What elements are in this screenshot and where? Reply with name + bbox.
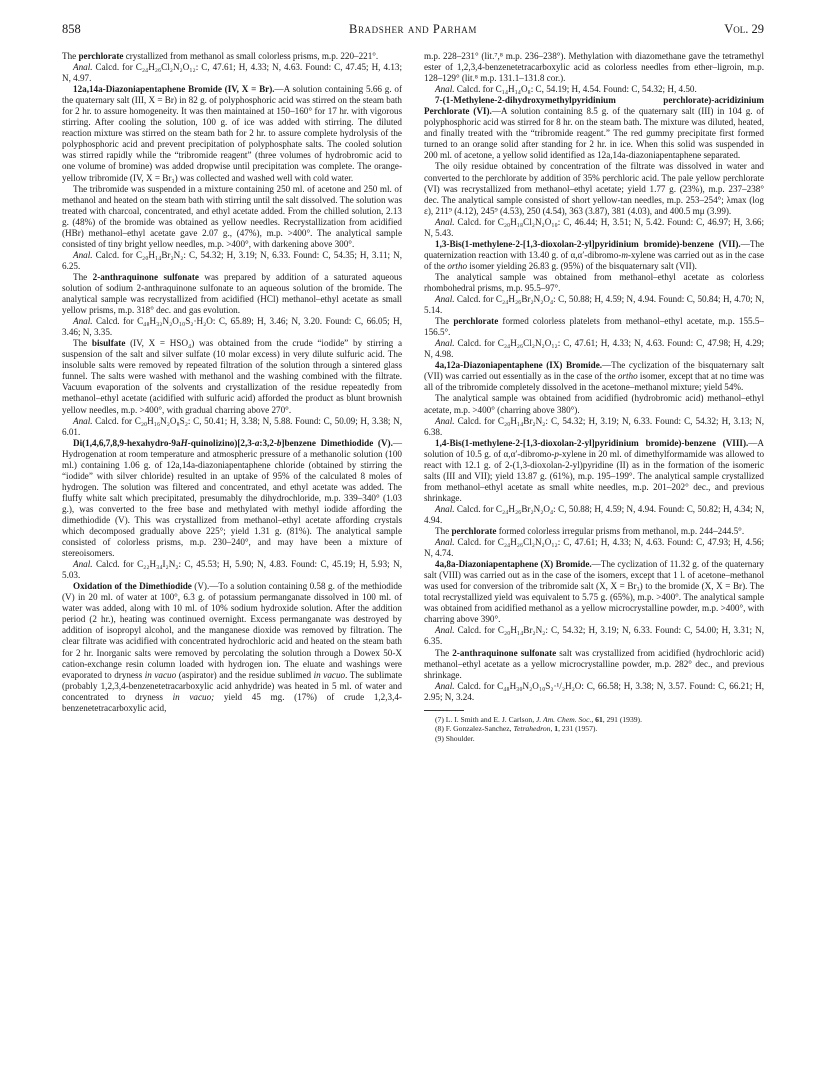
italic-run: Anal. bbox=[435, 503, 455, 514]
text-run: —A solution of 10.5 g. of α,α′-dibromo- bbox=[424, 437, 764, 459]
footnote-rule bbox=[424, 710, 464, 711]
bold-run: perchlorate bbox=[453, 316, 499, 327]
paragraph bbox=[424, 648, 764, 681]
text-run: , 291 (1939). bbox=[602, 714, 642, 724]
footnote bbox=[424, 715, 764, 725]
paragraph bbox=[62, 272, 402, 316]
italic-run: Anal. bbox=[435, 294, 455, 305]
paragraph bbox=[424, 537, 764, 559]
paragraph bbox=[424, 559, 764, 625]
text-run: The bbox=[435, 316, 454, 327]
footnote bbox=[424, 724, 764, 734]
paragraph bbox=[62, 316, 402, 338]
paragraph bbox=[424, 51, 764, 84]
bold-run: 7-(1-Methylene-2-dihydroxymethylpyridinium perchlorate)-acridizinium Perchlorate (VI). bbox=[424, 95, 764, 117]
text-run: , bbox=[591, 714, 596, 724]
bold-run: bisulfate bbox=[91, 338, 126, 349]
text-run: -xylene was carried out as in the case of the bbox=[424, 249, 764, 271]
text-run: (V).—To a solution containing 0.58 g. of the methiodide (V) in 20 ml. of water at 100°, 6.3 g. of potassium permanganate dissolved in 100 ml. of water was added, along with 10 ml. of 10% sodium hydroxide solution. After the addition period (2 hr.), heating was continued overnight. Excess permanganate was destroyed by addition of isopropyl alcohol, and the manganese dioxide was removed by filtration. The clear filtrate was acidified with concentrated hydrochloric acid and heated on the steam bath for 2 hr. Inorganic salts were removed by percolating the solution through a Dowex 50-X cation-exchange resin column loaded with hydrogen ion. The eluate and washings were evaporated to dryness bbox=[62, 581, 402, 680]
paragraph bbox=[424, 338, 764, 360]
paragraph bbox=[424, 272, 764, 294]
paragraph bbox=[424, 681, 764, 703]
text-run: (8) F. Gonzalez-Sanchez, bbox=[435, 724, 514, 734]
text-run: Calcd. for C₂₂H₃₄I₂N₂: C, 45.53; H, 5.90; N, 4.83. Found: C, 45.19; H, 5.93; N, 5.03. bbox=[62, 559, 402, 581]
paragraph bbox=[424, 316, 764, 338]
paragraph bbox=[424, 95, 764, 161]
text-run: isomer yielding 26.83 g. (95%) of the bisquaternary salt (VII). bbox=[467, 260, 697, 271]
text-run: (9) Shoulder. bbox=[435, 733, 475, 743]
italic-run: Anal. bbox=[73, 62, 93, 73]
text-run: salt was crystallized from acidified (hydrochloric acid) methanol–ethyl acetate as a yellow microcrystalline powder, m.p. 282° dec., and previous shrinkage. bbox=[424, 647, 764, 680]
text-run: , bbox=[550, 724, 555, 734]
paragraph bbox=[424, 360, 764, 393]
footnote bbox=[424, 734, 764, 744]
paragraph bbox=[62, 559, 402, 581]
running-head bbox=[62, 22, 764, 40]
italic-run: ortho bbox=[447, 260, 468, 271]
text-run: The bbox=[73, 338, 92, 349]
text-run: Calcd. for C₂₀H₁₄Br₂N₂: C, 54.32; H, 3.19; N, 6.33. Found: C, 54.35; H, 3.11; N, 6.25. bbox=[62, 249, 402, 271]
bold-run: perchlorate bbox=[78, 51, 124, 61]
paragraph bbox=[62, 51, 402, 62]
italic-run: in vacuo bbox=[313, 669, 346, 680]
text-run: Calcd. for C₂₀H₁₆N₂O₈S₂: C, 50.41; H, 3.38; N, 5.88. Found: C, 50.09; H, 3.38; N, 6.01. bbox=[62, 415, 402, 437]
paragraph bbox=[62, 581, 402, 714]
text-run: The analytical sample was obtained from acidified (hydrobromic acid) methanol–ethyl acetate, m.p. >400° (charring above 380°). bbox=[424, 393, 764, 415]
paragraph bbox=[424, 84, 764, 95]
text-run: was prepared by addition of a saturated aqueous solution of sodium 2-anthraquinone sulfonate to an aqueous solution of the bromide. The analytical sample was recrystallized from acidified (HCl) methanol–ethyl acetate as small yellow prisms, m.p. 318° dec. and gas evolution. bbox=[62, 271, 402, 316]
italic-run: m bbox=[621, 249, 628, 260]
text-run: The analytical sample was obtained from methanol–ethyl acetate as colorless rhombohedral prisms, m.p. 95.5–97°. bbox=[424, 271, 764, 293]
paragraph bbox=[424, 239, 764, 272]
bold-run: 4a,8a-Diazoniapentaphene (X) Bromide. bbox=[435, 559, 592, 570]
bold-run: 1 bbox=[554, 724, 559, 734]
paragraph bbox=[62, 62, 402, 84]
text-run: —The cyclization of the bisquaternary salt (VII) was carried out essentially as in the case of the bbox=[424, 360, 764, 382]
text-run: (7) L. I. Smith and E. J. Carlson, bbox=[435, 714, 537, 724]
paragraph bbox=[62, 416, 402, 438]
text-run: . The sublimate (probably 1,2,3,4-benzenetetracarboxylic acid anhydride) was heated in 5 ml. of water and concentrated to dryness bbox=[62, 669, 402, 702]
text-run: Calcd. for C₂₀H₁₄Br₂N₂: C, 54.32; H, 3.19; N, 6.33. Found: C, 54.00; H, 3.31; N, 6.35. bbox=[424, 625, 764, 647]
text-run: Calcd. for C₂₄H₂₆Br₂N₂O₄: C, 50.88; H, 4.59; N, 4.94. Found: C, 50.84; H, 4.70; N, 5.14. bbox=[424, 294, 764, 316]
italic-run: in vacuo; bbox=[172, 691, 215, 702]
paragraph bbox=[424, 438, 764, 504]
text-run: Calcd. for C₂₄H₂₆Cl₂N₂O₁₂: C, 47.61; H, 4.33; N, 4.63. Found: C, 47.93; H, 4.56; N, 4.74. bbox=[424, 537, 764, 559]
running-head-authors: Bradsher and Parham bbox=[349, 22, 477, 36]
italic-run: Anal. bbox=[435, 415, 455, 426]
text-run: The bbox=[73, 271, 93, 282]
bold-run: 4a,12a-Diazoniapentaphene (IX) Bromide. bbox=[435, 360, 603, 371]
text-run: , 231 (1957). bbox=[558, 724, 598, 734]
paragraph bbox=[424, 526, 764, 537]
italic-run: Anal. bbox=[73, 249, 93, 260]
text-run: The bbox=[62, 51, 79, 61]
text-run: Calcd. for C₄₈H₃₀N₂O₁₀S₂·¹/₂H₂O: C, 66.58; H, 3.38; N, 3.57. Found: C, 66.21; H, 2.95; N, 3.24. bbox=[424, 680, 764, 702]
paragraph bbox=[424, 161, 764, 216]
bold-run: 2-anthraquinone sulfonate bbox=[452, 647, 557, 658]
paragraph bbox=[62, 84, 402, 183]
paragraph bbox=[424, 294, 764, 316]
paragraph bbox=[424, 504, 764, 526]
paragraph bbox=[62, 184, 402, 250]
bold-run: b bbox=[276, 437, 282, 448]
text-run: m.p. 228–231° (lit.⁷,⁸ m.p. 236–238°). Methylation with diazomethane gave the tetramethyl ester of 1,2,3,4-benzenetetracarboxylic acid as colorless needles from ether–ligroin, m.p. 128–129° (lit.⁸ m.p. 131.1–131.8 cor.). bbox=[424, 51, 764, 84]
text-run: —A solution containing 5.66 g. of the quaternary salt (III, X = Br) in 82 g. of polyphosphoric acid was stirred on the steam bath for 2 hr. to assure homogeneity. It was then maintained at 150–160° for 17 hr. with vigorous stirring. After cooling the solution, 100 g. of ice was added with stirring. The diluted reaction mixture was stirred on the steam bath for 2 hr. to assure complete hydrolysis of the polyphosphoric acid and prevent precipitation of polyphosphate salts. The cooled solution was stirred rapidly while the “tribromide reagent” (three volumes of hydrobromic acid to one volume of bromine) was added dropwise until precipitation was complete. The orange-yellow tribromide (IV, X = Br₃) was collected and washed well with cold water. bbox=[62, 84, 402, 183]
bold-run: Oxidation of the Dimethiodide bbox=[73, 581, 192, 592]
text-run: Calcd. for C₁₄H₁₄O₈: C, 54.19; H, 4.54. Found: C, 54.32; H, 4.50. bbox=[454, 84, 697, 95]
text-run: isomer, except that at no time was all of the tribromide completely dissolved in the acetone–methanol mixture; yield 54%. bbox=[424, 371, 764, 393]
bold-run: 2-anthraquinone sulfonate bbox=[92, 271, 199, 282]
bold-run: -quinolizino)[2,3- bbox=[187, 437, 255, 448]
page-number: 858 bbox=[62, 22, 81, 36]
text-run: formed colorless platelets from methanol–ethyl acetate, m.p. 155.5–156.5°. bbox=[424, 316, 764, 338]
text-run: —A solution containing 8.5 g. of the quaternary salt (III) in 104 g. of polyphosphoric acid was stirred for 8 hr. on the steam bath. The mixture was diluted, heated, and finally treated with the “tribromide reagent.” The red gummy precipitate first formed turned to an orange solid after standing for 2 hr. in ice. When this solid was suspended in 200 ml. of acetone, a yellow solid identified as 12a,14a-diazoniapentaphene separated. bbox=[424, 106, 764, 161]
bold-run: 1,4-Bis(1-methylene-2-[1,3-dioxolan-2-yl]pyridinium bromide)-benzene (VIII). bbox=[435, 437, 749, 448]
italic-run: Anal. bbox=[435, 84, 455, 95]
italic-run: Anal. bbox=[435, 625, 455, 636]
bold-run: 12a,14a-Diazoniapentaphene Bromide (IV, X = Br). bbox=[73, 84, 275, 95]
bold-run: 1,3-Bis(1-methylene-2-[1,3-dioxolan-2-yl]pyridinium bromide)-benzene (VII). bbox=[435, 238, 741, 249]
text-run: The bbox=[435, 647, 453, 658]
italic-run: Anal. bbox=[73, 559, 93, 570]
text-run: Calcd. for C₄₈H₃₂N₂O₁₀S₂·H₂O: C, 65.89; H, 3.46; N, 3.20. Found: C, 66.05; H, 3.46; N, 3.35. bbox=[62, 316, 402, 338]
right-column bbox=[424, 51, 764, 744]
text-run: yield 45 mg. (17%) of crude 1,2,3,4-benzenetetracarboxylic acid, bbox=[62, 691, 402, 713]
italic-run: ortho bbox=[617, 371, 638, 382]
italic-run: Anal. bbox=[435, 338, 455, 349]
italic-run: Anal. bbox=[435, 680, 455, 691]
italic-run: Anal. bbox=[73, 415, 93, 426]
italic-run: Tetrahedron bbox=[513, 724, 551, 734]
italic-run: in vacuo bbox=[144, 669, 177, 680]
footnotes bbox=[424, 715, 764, 744]
italic-run: Anal. bbox=[435, 216, 455, 227]
italic-run: J. Am. Chem. Soc. bbox=[536, 714, 592, 724]
text-run: Calcd. for C₂₄H₂₆Br₂N₂O₄: C, 50.88; H, 4.59; N, 4.94. Found: C, 50.82; H, 4.34; N, 4.94. bbox=[424, 503, 764, 525]
paragraph bbox=[62, 338, 402, 415]
italic-run: Anal. bbox=[73, 316, 93, 327]
paragraph bbox=[62, 438, 402, 560]
text-run: Calcd. for C₂₀H₁₈Cl₂N₂O₁₀: C, 46.44; H, 3.51; N, 5.42. Found: C, 46.97; H, 3.66; N, 5.43. bbox=[424, 216, 764, 238]
bold-run: a bbox=[254, 437, 260, 448]
bold-run: ]benzene Dimethiodide (V). bbox=[281, 437, 393, 448]
left-column bbox=[62, 51, 402, 714]
text-run: (aspirator) and the residue sublimed bbox=[176, 669, 314, 680]
text-run: —Hydrogenation at room temperature and atmospheric pressure of a methanolic solution (100 ml.) containing 1.06 g. of 12a,14a-diazoniapentaphene chloride (obtained by stirring the “iodide” with silver chloride) resulted in an uptake of 95% of the calculated 8 moles of hydrogen. The solution was filtered and concentrated, and ethyl acetate was added. The fluffy white salt which precipitated, presumably the dihydrochloride, m.p. 339–340° (1.03 g.), was converted to the free base and methylated with methyl iodide affording the dimethiodide (V). This was crystallized from methanol–ethyl acetate affording crystals which decomposed gradually above 225°; yield 1.31 g. (81%). The analytical sample consisted of colorless prisms, m.p. 230–240°, and may have been a mixture of stereoisomers. bbox=[62, 437, 402, 559]
text-run: (IV, X = HSO₄) was obtained from the crude “iodide” by stirring a suspension of the salt and silver sulfate (10 molar excess) in very dilute sulfuric acid. The insoluble salts were removed by repeated filtration of the solution through a sintered glass funnel. The salts were washed with methanol and the washing combined with the filtrate. Vacuum evaporation of the solvents and crystallization of the residue repeatedly from methanol–ethyl acetate (acidified with sulfuric acid) afforded the product as blunt brownish yellow needles, m.p. >400°, with gradual charring above 270°. bbox=[62, 338, 403, 415]
volume-label: Vol. 29 bbox=[724, 22, 764, 36]
paragraph bbox=[424, 217, 764, 239]
paragraph bbox=[62, 250, 402, 272]
text-run: formed colorless irregular prisms from methanol, m.p. 244–244.5°. bbox=[496, 526, 745, 537]
bold-run: perchlorate bbox=[451, 526, 497, 537]
text-run: The bbox=[435, 526, 452, 537]
text-run: Calcd. for C₂₀H₁₄Br₂N₂: C, 54.32; H, 3.19; N, 6.33. Found: C, 54.32; H, 3.13; N, 6.38. bbox=[424, 415, 764, 437]
paragraph bbox=[424, 416, 764, 438]
italic-run: Anal. bbox=[435, 537, 455, 548]
paragraph bbox=[424, 393, 764, 415]
text-run: The oily residue obtained by concentration of the filtrate was dissolved in water and converted to the perchlorate by addition of 35% perchloric acid. The pale yellow perchlorate (VI) was recrystallized from methanol–ethyl acetate; yield 1.77 g. (23%), m.p. 237–238° dec. The analytical sample consisted of short yellow-tan needles, m.p. 253–254°; λmax (log ε), 211⁹ (4.12), 245⁹ (4.53), 250 (4.54), 363 (3.87), 381 (4.03), and 400.5 mμ (3.99). bbox=[424, 161, 764, 216]
text-run: crystallized from methanol as small colorless prisms, m.p. 220–221°. bbox=[123, 51, 379, 61]
text-run: The tribromide was suspended in a mixture containing 250 ml. of acetone and 250 ml. of methanol and heated on the steam bath with stirring until the salt dissolved. The solution was treated with charcoal, concentrated, and ethyl acetate added. From the chilled solution, 2.13 g. (48%) of the bromide was obtained as yellow needles. Recrystallization from acidified (HBr) methanol–ethyl acetate gave 2.07 g., (47%), m.p. >400°. The analytical sample consisted of tiny bright yellow needles, m.p. >400°, with darkening above 300°. bbox=[62, 183, 402, 249]
bold-run: Di(1,4,6,7,8,9-hexahydro-9a bbox=[73, 437, 181, 448]
bold-run: 61 bbox=[595, 714, 603, 724]
text-run: -xylene in 20 ml. of dimethylformamide was allowed to react with 12.1 g. of 2-(1,3-dioxolan-2-yl)pyridine (II) as in the formation of the isomeric salts (III and VII); yield 13.87 g. (61%), m.p. 195–199°. The analytical sample crystallized from methanol–ethyl acetate as small white needles, m.p. 201–202° dec., and previous shrinkage. bbox=[424, 448, 765, 503]
bold-run: :3,2- bbox=[259, 437, 277, 448]
italic-run: p bbox=[554, 448, 559, 459]
bold-run: H bbox=[180, 437, 188, 448]
paragraph bbox=[424, 625, 764, 647]
text-run: Calcd. for C₂₄H₂₆Cl₂N₂O₁₂: C, 47.61; H, 4.33; N, 4.63. Found: C, 47.98; H, 4.29; N, 4.98. bbox=[424, 338, 764, 360]
text-run: Calcd. for C₂₄H₂₆Cl₂N₂O₁₂: C, 47.61; H, 4.33; N, 4.63. Found: C, 47.45; H, 4.13; N, 4.97. bbox=[62, 62, 402, 84]
text-run: —The quaternization reaction with 13.40 g. of α,α′-dibromo- bbox=[424, 238, 764, 260]
text-run: —The cyclization of 11.32 g. of the quaternary salt (VIII) was carried out as in the case of the isomers, except that 1 l. of acetone–methanol was used for conversion of the tribromide salt (X, X = Br₃) to the bromide (X, X = Br). The total recrystallized yield was equivalent to 5.75 g. (65%), m.p. >400°. The analytical sample was obtained from acidified methanol as a yellow microcrystalline powder, m.p. >400°, with charring above 390°. bbox=[424, 559, 764, 625]
